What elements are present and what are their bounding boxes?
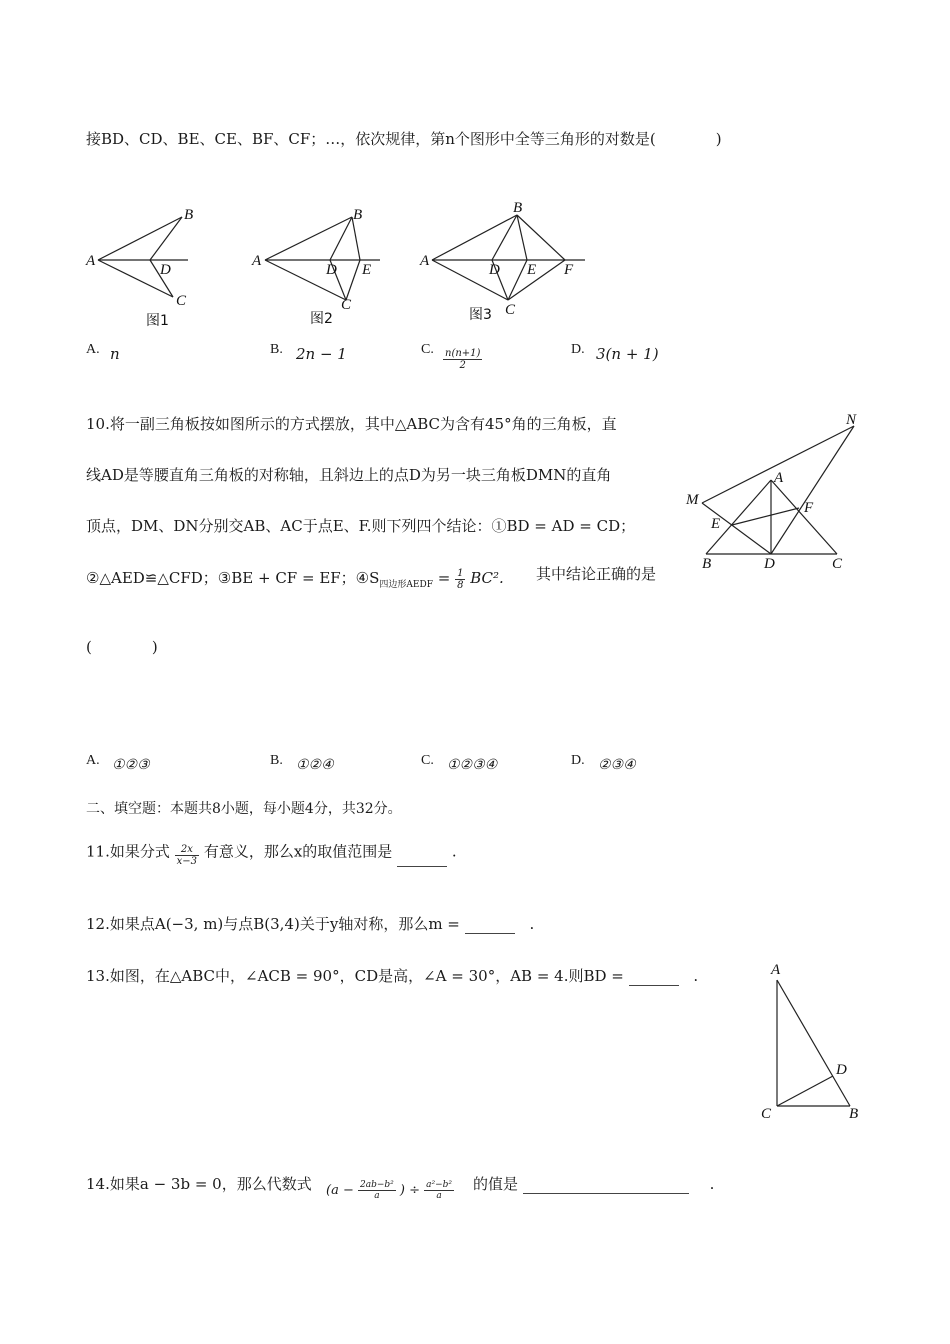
q10-area-subscript: 四边形AEDF — [379, 580, 433, 590]
q13-end: . — [693, 967, 699, 985]
q9-option-b[interactable]: 2n − 1 — [296, 345, 347, 363]
q14-end: . — [709, 1175, 715, 1193]
fig3-caption: 图3 — [469, 307, 492, 323]
q10-figure — [682, 408, 872, 578]
fig3-label-e: E — [527, 262, 537, 278]
q9-option-a[interactable]: n — [110, 345, 120, 363]
q13-label-b: B — [849, 1106, 859, 1122]
q10-option-a[interactable]: ①②③ — [112, 757, 150, 773]
q9-option-a-letter: A. — [86, 342, 100, 357]
q10-option-b[interactable]: ①②④ — [296, 757, 334, 773]
q10-label-d: D — [764, 556, 775, 572]
q12-text: 12.如果点A(−3, m)与点B(3,4)关于y轴对称，那么m = — [86, 915, 460, 933]
q10-option-d-letter: D. — [571, 753, 585, 768]
fig1-label-b: B — [184, 207, 194, 223]
q9-option-c-letter: C. — [421, 342, 434, 357]
q10-label-c: C — [832, 556, 843, 572]
q12-end: . — [529, 915, 535, 933]
q9-option-c[interactable] — [443, 348, 482, 371]
fig1-label-c: C — [176, 293, 187, 309]
q10-line-4 — [86, 567, 504, 591]
q14-prefix: 14.如果a − 3b = 0，那么代数式 — [86, 1175, 312, 1193]
fig1-label-d: D — [160, 262, 171, 278]
q10-option-a-letter: A. — [86, 753, 100, 768]
q10-label-e: E — [711, 516, 721, 532]
q10-label-n: N — [846, 412, 857, 428]
q10-line-4d: 其中结论正确的是 — [536, 565, 657, 583]
q13 — [86, 965, 698, 986]
fig1-caption: 图1 — [146, 313, 169, 329]
fig1-label-a: A — [86, 253, 96, 269]
q9-figure-2 — [251, 207, 380, 327]
section-2-heading: 二、填空题：本题共8小题，每小题4分，共32分。 — [86, 801, 402, 817]
q10-option-d[interactable]: ②③④ — [598, 757, 636, 773]
q14-expr-div: ) ÷ — [399, 1183, 421, 1198]
q11-end: . — [451, 842, 457, 861]
q9-option-c-den: 2 — [459, 360, 466, 371]
fig3-label-c: C — [505, 302, 516, 318]
q14-answer-blank[interactable] — [523, 1179, 689, 1194]
q11-answer-blank[interactable] — [397, 852, 447, 867]
q13-label-a: A — [771, 962, 781, 978]
q9-figures — [80, 195, 620, 330]
fig2-label-c: C — [341, 297, 352, 313]
q9-stem-line: 接BD、CD、BE、CE、BF、CF；…，依次规律，第n个图形中全等三角形的对数是( ) — [86, 130, 722, 148]
q10-line-3: 顶点，DM、DN分别交AB、AC于点E、F.则下列四个结论：①BD = AD = CD； — [86, 517, 636, 535]
q10-option-b-letter: B. — [270, 753, 283, 768]
q9-option-d[interactable]: 3(n + 1) — [596, 345, 659, 363]
q10-label-f: F — [804, 500, 814, 516]
q10-option-c-letter: C. — [421, 753, 434, 768]
q10-line-4a: ②△AED≌△CFD；③BE + CF = EF；④S — [86, 569, 380, 587]
q11 — [86, 838, 457, 867]
q10-option-c[interactable]: ①②③④ — [447, 757, 498, 773]
q10-label-b: B — [702, 556, 712, 572]
fig3-label-b: B — [513, 200, 523, 216]
q14-f1-num: 2ab−b² — [360, 1180, 394, 1190]
q10-line-1: 10.将一副三角板按如图所示的方式摆放，其中△ABC为含有45°角的三角板，直 — [86, 415, 617, 433]
q10-line-4b: = — [437, 569, 456, 587]
q9-option-c-num: n(n+1) — [445, 348, 481, 359]
fig2-caption: 图2 — [310, 311, 333, 327]
q14-f1-den: a — [374, 1191, 380, 1201]
q12 — [86, 913, 534, 934]
q11-frac-den: x−3 — [176, 856, 198, 867]
fig3-label-d: D — [489, 262, 500, 278]
fig2-label-b: B — [353, 207, 363, 223]
q13-answer-blank[interactable] — [629, 971, 679, 986]
q13-label-c: C — [761, 1106, 772, 1122]
fig3-label-a: A — [420, 253, 430, 269]
q11-suffix: 有意义，那么x的取值范围是 — [203, 842, 393, 861]
q10-frac-num: 1 — [457, 567, 464, 579]
fig2-label-a: A — [252, 253, 262, 269]
q10-label-a: A — [774, 470, 784, 486]
q10-line-4c: BC². — [470, 569, 504, 587]
q10-answer-paren: ( ) — [86, 638, 158, 656]
q9-option-b-letter: B. — [270, 342, 283, 357]
q9-figure-1 — [85, 207, 193, 329]
q9-figure-3 — [419, 200, 585, 323]
q13-label-d: D — [836, 1062, 847, 1078]
q11-frac-num: 2x — [175, 844, 199, 856]
q13-text: 13.如图，在△ABC中，∠ACB = 90°，CD是高，∠A = 30°，AB = 4.则BD = — [86, 967, 624, 985]
fig2-label-e: E — [362, 262, 372, 278]
q14-expression — [326, 1180, 454, 1201]
q10-label-m: M — [686, 492, 699, 508]
q10-line-2: 线AD是等腰直角三角板的对称轴，且斜边上的点D为另一块三角板DMN的直角 — [86, 466, 612, 484]
fig3-label-f: F — [564, 262, 574, 278]
fig2-label-d: D — [326, 262, 337, 278]
q12-answer-blank[interactable] — [465, 919, 515, 934]
q14-f2-num: a²−b² — [426, 1180, 453, 1190]
q14-tail — [473, 1173, 714, 1194]
q14-suffix: 的值是 — [473, 1175, 519, 1193]
q13-figure — [755, 958, 870, 1123]
q10-frac-den: 8 — [457, 579, 464, 591]
q14-expr-a: (a − — [326, 1183, 354, 1198]
q14-f2-den: a — [436, 1191, 442, 1201]
q9-option-d-letter: D. — [571, 342, 585, 357]
q11-prefix: 11.如果分式 — [86, 842, 170, 861]
